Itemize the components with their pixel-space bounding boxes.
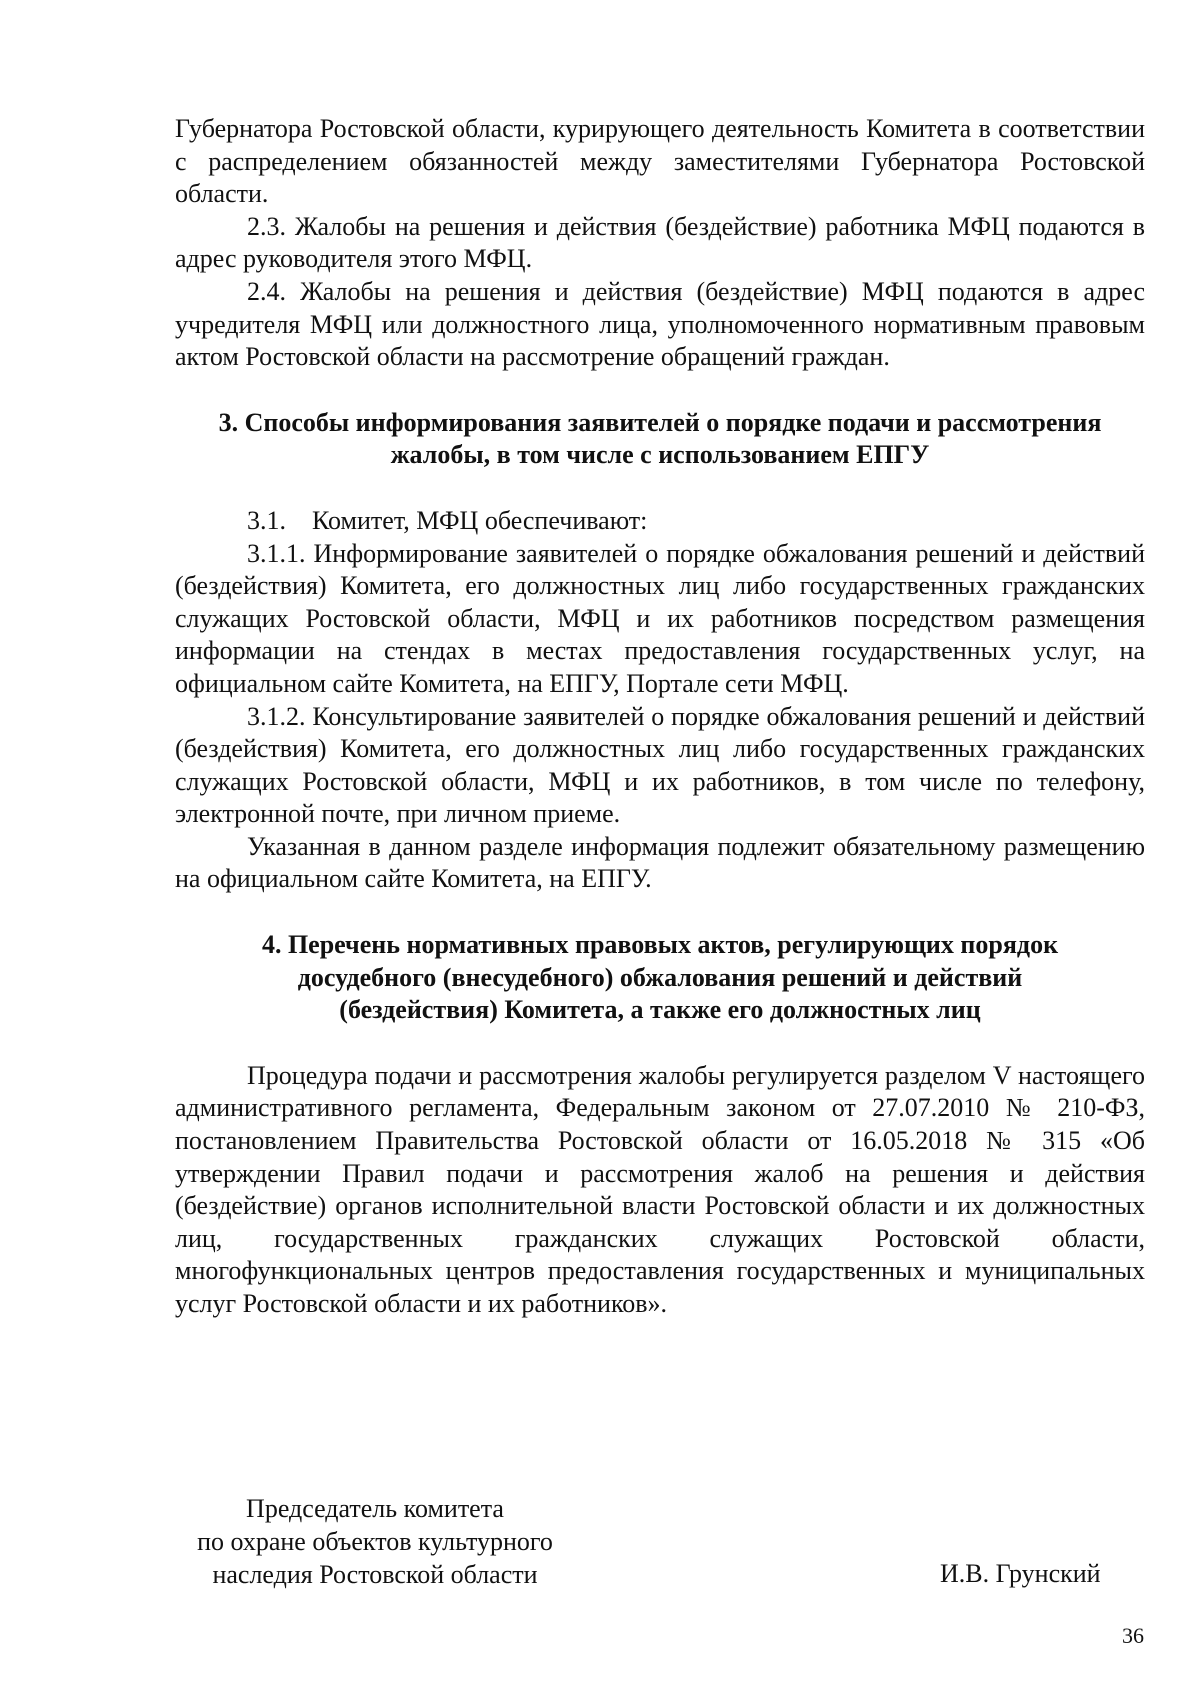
paragraph-section-4: Процедура подачи и рассмотрения жалобы регулируется разделом V настоящего административного регламента, Федеральным законом от 27.07.2010 № 210-ФЗ, постановлением Правительства Ростовской области от 16.05.2018 № 315 «Об утверждении Правил подачи и рассмотрения жалоб на решения и действия (бездействие) органов исполнительной власти Ростовской области и их должностных лиц, государственных гражданских служащих Ростовской области, многофункциональных центров предоставления государственных и муниципальных услуг Ростовской области и их работников». (175, 1060, 1145, 1318)
signatory-name: И.В. Грунский (940, 1559, 1101, 1588)
section-4-title-line: (бездействия) Комитета, а также его должностных лиц (339, 995, 981, 1025)
paragraph-2-3: 2.3. Жалобы на решения и действия (бездействие) работника МФЦ подаются в адрес руководителя этого МФЦ. (175, 211, 1145, 274)
paragraph-2-4: 2.4. Жалобы на решения и действия (бездействие) МФЦ подаются в адрес учредителя МФЦ или должностного лица, уполномоченного нормативным правовым актом Ростовской области на рассмотрение обращений граждан. (175, 276, 1145, 372)
signature-position (175, 1492, 575, 1591)
paragraph-continuation: Губернатора Ростовской области, курирующего деятельность Комитета в соответствии с распределением обязанностей между заместителями Губернатора Ростовской области. (175, 114, 1145, 209)
paragraph-3-1-1: 3.1.1. Информирование заявителей о порядке обжалования решений и действий (бездействия) Комитета, его должностных лиц либо государственных гражданских служащих Ростовской области, МФЦ и их работников посредством размещения информации на стендах в местах предоставления государственных услуг, на официальном сайте Комитета, на ЕПГУ, Портале сети МФЦ. (175, 538, 1145, 698)
section-4-title (175, 929, 1145, 1027)
paragraph-section-3-note: Указанная в данном разделе информация подлежит обязательному размещению на официальном сайте Комитета, на ЕПГУ. (175, 831, 1145, 894)
signature-position-line: наследия Ростовской области (212, 1560, 538, 1589)
section-4-title-line: 4. Перечень нормативных правовых актов, регулирующих порядок (261, 930, 1059, 960)
section-3-title: 3. Способы информирования заявителей о порядке подачи и рассмотрения жалобы, в том числе с использованием ЕПГУ (218, 407, 1102, 470)
paragraph-3-1-2: 3.1.2. Консультирование заявителей о порядке обжалования решений и действий (бездействия) Комитета, его должностных лиц либо государственных гражданских служащих Ростовской области, МФЦ и их работников, в том числе по телефону, электронной почте, при личном приеме. (175, 701, 1145, 829)
section-4-title-line: досудебного (внесудебного) обжалования решений и действий (297, 962, 1023, 992)
page-number: 36 (1122, 1623, 1144, 1648)
signature-position-line: по охране объектов культурного (197, 1527, 553, 1556)
document-body (175, 113, 1145, 1321)
paragraph-3-1: 3.1. Комитет, МФЦ обеспечивают: (247, 505, 648, 535)
signature-position-line: Председатель комитета (246, 1494, 504, 1523)
